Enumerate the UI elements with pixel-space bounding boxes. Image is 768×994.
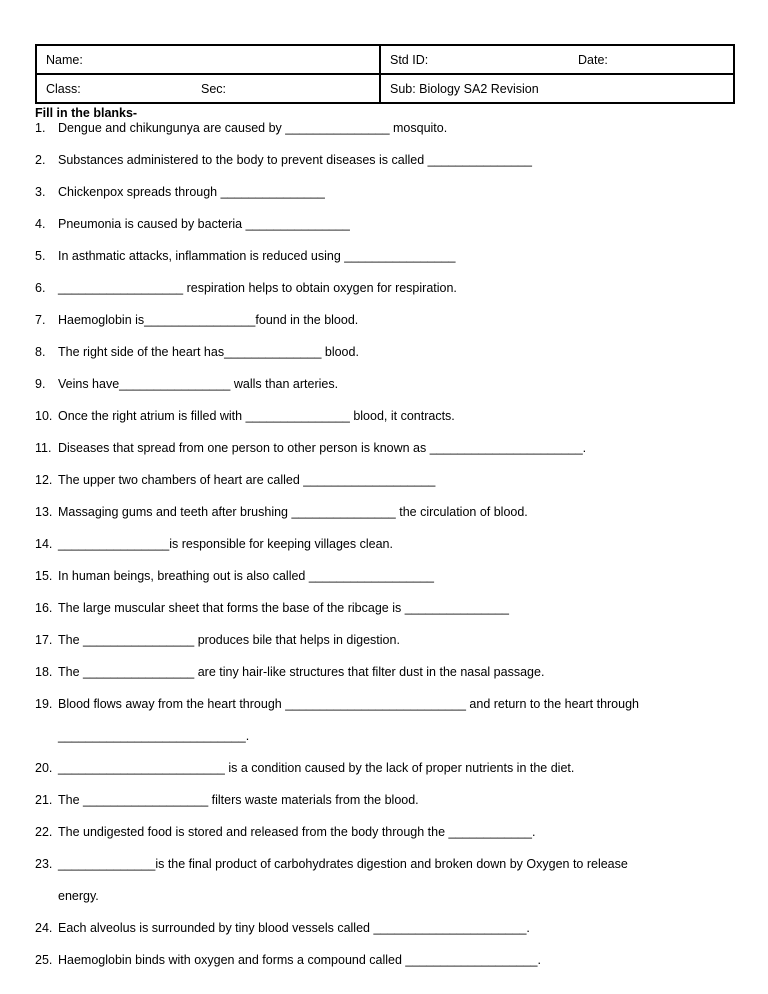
question-item	[35, 432, 738, 464]
question-number: 13.	[35, 505, 53, 519]
name-label: Name:	[46, 52, 83, 67]
question-text	[58, 432, 738, 464]
question-text	[58, 656, 738, 688]
question-line: The upper two chambers of heart are called ___________________	[58, 473, 436, 487]
question-text	[58, 176, 738, 208]
question-text	[58, 848, 738, 912]
question-line: Haemoglobin binds with oxygen and forms a compound called ___________________.	[58, 953, 541, 967]
question-line: __________________ respiration helps to obtain oxygen for respiration.	[58, 281, 457, 295]
question-text	[58, 944, 738, 976]
question-text	[58, 464, 738, 496]
question-item	[35, 592, 738, 624]
question-number: 19.	[35, 697, 53, 711]
question-text	[58, 400, 738, 432]
question-text	[58, 112, 738, 144]
question-line: Dengue and chikungunya are caused by _______________ mosquito.	[58, 121, 448, 135]
question-text	[58, 208, 738, 240]
question-number: 9.	[35, 377, 46, 391]
question-number: 17.	[35, 633, 53, 647]
question-line: The undigested food is stored and released from the body through the ____________.	[58, 825, 536, 839]
question-number: 16.	[35, 601, 53, 615]
question-number: 20.	[35, 761, 53, 775]
question-number: 15.	[35, 569, 53, 583]
question-line: Pneumonia is caused by bacteria _______________	[58, 217, 350, 231]
question-item	[35, 400, 738, 432]
question-text	[58, 336, 738, 368]
question-item	[35, 336, 738, 368]
question-item	[35, 208, 738, 240]
question-number: 8.	[35, 345, 46, 359]
question-item	[35, 656, 738, 688]
question-number: 1.	[35, 121, 46, 135]
question-line: Veins have________________ walls than arteries.	[58, 377, 339, 391]
question-line: Massaging gums and teeth after brushing _______________ the circulation of blood.	[58, 505, 528, 519]
question-continuation-line: ___________________________.	[58, 729, 250, 743]
question-text	[58, 912, 738, 944]
question-line: The ________________ produces bile that helps in digestion.	[58, 633, 400, 647]
class-label: Class:	[46, 81, 81, 96]
question-number: 23.	[35, 857, 53, 871]
question-number: 14.	[35, 537, 53, 551]
question-line: Diseases that spread from one person to other person is known as ______________________.	[58, 441, 587, 455]
question-number: 2.	[35, 153, 46, 167]
question-line: In asthmatic attacks, inflammation is reduced using ________________	[58, 249, 456, 263]
question-item	[35, 752, 738, 784]
question-line: ________________is responsible for keeping villages clean.	[58, 537, 393, 551]
sec-label: Sec:	[201, 81, 227, 96]
question-item	[35, 912, 738, 944]
question-line: In human beings, breathing out is also called __________________	[58, 569, 434, 583]
std-id-label: Std ID:	[390, 52, 429, 67]
question-text	[58, 368, 738, 400]
subject-cell	[380, 74, 734, 103]
question-number: 6.	[35, 281, 46, 295]
question-line: The ________________ are tiny hair-like structures that filter dust in the nasal passage.	[58, 665, 545, 679]
question-text	[58, 752, 738, 784]
question-number: 4.	[35, 217, 46, 231]
question-item	[35, 816, 738, 848]
question-text	[58, 144, 738, 176]
question-continuation-line: energy.	[58, 889, 99, 903]
question-item	[35, 464, 738, 496]
class-sec-cell	[36, 74, 380, 103]
question-item	[35, 304, 738, 336]
question-item	[35, 848, 738, 912]
question-text	[58, 624, 738, 656]
question-number: 5.	[35, 249, 46, 263]
question-number: 12.	[35, 473, 53, 487]
question-line: ________________________ is a condition caused by the lack of proper nutrients in the diet.	[58, 761, 575, 775]
question-line: Chickenpox spreads through _______________	[58, 185, 325, 199]
question-text	[58, 240, 738, 272]
question-number: 21.	[35, 793, 53, 807]
question-number: 24.	[35, 921, 53, 935]
question-line: The large muscular sheet that forms the base of the ribcage is _______________	[58, 601, 509, 615]
question-item	[35, 784, 738, 816]
header-table-row-1	[36, 45, 734, 74]
question-text	[58, 784, 738, 816]
question-line: Substances administered to the body to prevent diseases is called _______________	[58, 153, 532, 167]
question-item	[35, 144, 738, 176]
question-number: 3.	[35, 185, 46, 199]
question-text	[58, 688, 738, 752]
name-cell	[36, 45, 380, 74]
question-text	[58, 592, 738, 624]
question-number: 10.	[35, 409, 53, 423]
questions-list	[35, 112, 738, 976]
question-item	[35, 688, 738, 752]
question-number: 11.	[35, 441, 52, 455]
question-line: Once the right atrium is filled with _______________ blood, it contracts.	[58, 409, 455, 423]
question-item	[35, 368, 738, 400]
question-text	[58, 560, 738, 592]
question-number: 22.	[35, 825, 53, 839]
question-line: Blood flows away from the heart through __________________________ and return to the heart through	[58, 697, 639, 711]
question-number: 7.	[35, 313, 46, 327]
question-line: The __________________ filters waste materials from the blood.	[58, 793, 419, 807]
section-heading: Fill in the blanks-	[35, 106, 138, 120]
question-number: 25.	[35, 953, 53, 967]
stdid-date-cell	[380, 45, 734, 74]
header-table	[35, 44, 735, 104]
question-item	[35, 944, 738, 976]
subject-label: Sub: Biology SA2 Revision	[390, 81, 539, 96]
date-label: Date:	[578, 52, 608, 67]
question-item	[35, 240, 738, 272]
question-text	[58, 496, 738, 528]
question-text	[58, 272, 738, 304]
question-number: 18.	[35, 665, 53, 679]
question-item	[35, 272, 738, 304]
question-item	[35, 496, 738, 528]
question-item	[35, 624, 738, 656]
question-item	[35, 560, 738, 592]
question-item	[35, 176, 738, 208]
question-text	[58, 816, 738, 848]
question-item	[35, 112, 738, 144]
question-text	[58, 528, 738, 560]
question-text	[58, 304, 738, 336]
header-table-row-2	[36, 74, 734, 103]
question-line: Each alveolus is surrounded by tiny blood vessels called ______________________.	[58, 921, 530, 935]
question-item	[35, 528, 738, 560]
question-line: The right side of the heart has______________ blood.	[58, 345, 359, 359]
question-line: Haemoglobin is________________found in the blood.	[58, 313, 359, 327]
question-line: ______________is the final product of carbohydrates digestion and broken down by Oxygen to release	[58, 857, 628, 871]
